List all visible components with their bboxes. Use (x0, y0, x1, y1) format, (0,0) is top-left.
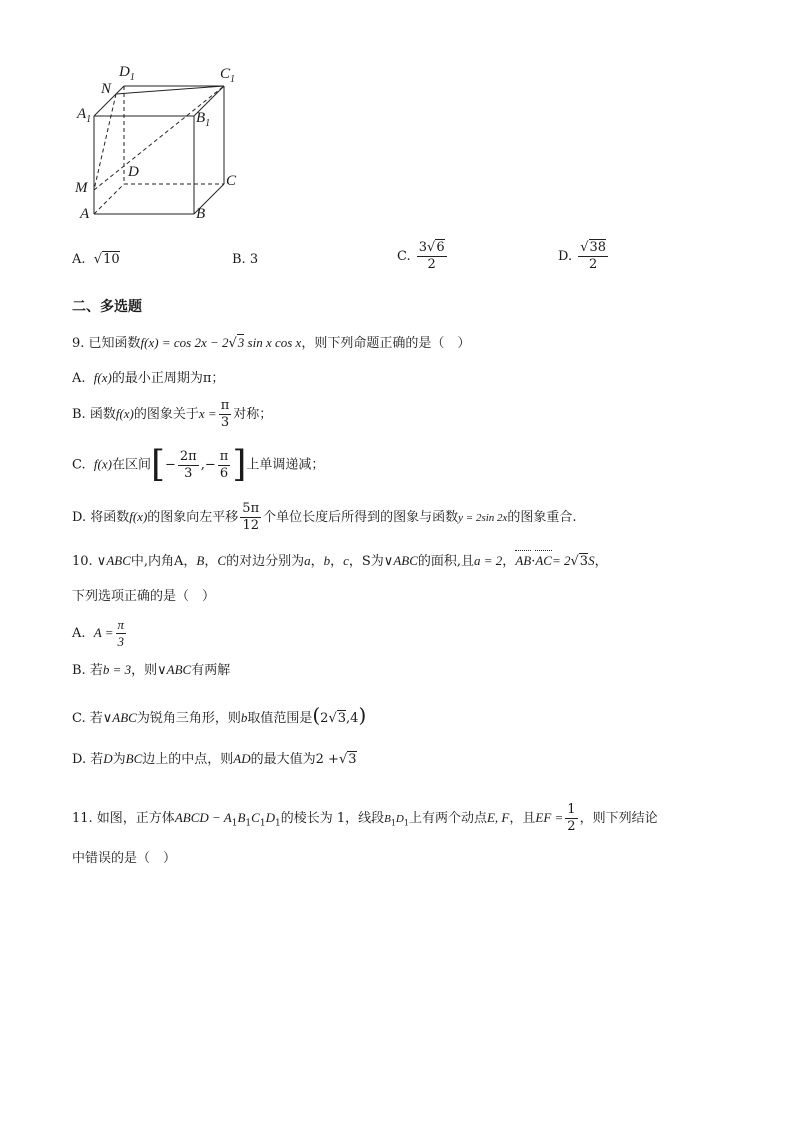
q9-option-d: D. 将函数f(x)的图象向左平移 $\frac{5\pi}{12}$ 个单位长度后所得到的图象与函数y = 2sin 2x的图象重合. (72, 501, 577, 533)
label-A: A (80, 206, 90, 222)
q10-option-c: C. 若∨ABC为锐角三角形，则b取值范围是(2√3,4) (72, 703, 367, 727)
label-N: N (101, 81, 112, 97)
q8-option-a: A. √10 (72, 252, 120, 267)
q8-option-b: B. 3 (232, 252, 259, 267)
label-D: D (128, 164, 139, 180)
label-C1: $C_1$ (220, 66, 236, 85)
section-title: 二、多选题 (72, 299, 142, 315)
q9-stem: 9. 已知函数f(x) = cos 2x − 2√3 sin x cos x，则下列命题正确的是（ ） (72, 335, 471, 351)
q10-stem-line1: 10. ∨ABC中,内角A，B，C的对边分别为a，b，c，S为∨ABC的面积,且a = 2，AB·AC= 2√3S， (72, 553, 608, 569)
cube-figure (70, 62, 260, 227)
q8-option-d: D. $\frac{√38}{2}$ (558, 240, 607, 272)
q10-option-a: A. A = $\frac{\pi}{3}$ (72, 617, 125, 649)
q9-option-a: A. f(x)的最小正周期为π； (72, 370, 225, 386)
label-A1: $A_1$ (77, 106, 92, 125)
q10-stem-line2: 下列选项正确的是（ ） (72, 589, 216, 604)
label-B: B (196, 206, 206, 222)
label-C: C (226, 173, 237, 189)
q9-option-b: B. 函数f(x)的图象关于x = $\frac{\pi}{3}$ 对称； (72, 398, 273, 430)
q11-stem-line2: 中错误的是（ ） (72, 851, 177, 866)
q8-option-c: C. $\frac{3√6}{2}$ (397, 240, 445, 272)
label-B1: $B_1$ (196, 110, 211, 129)
label-M: M (75, 180, 88, 196)
q10-option-d: D. 若D为BC边上的中点，则AD的最大值为2 +√3 (72, 751, 357, 767)
label-D1: $D_1$ (119, 64, 135, 83)
q10-option-b: B. 若b = 3，则∨ABC有两解 (72, 662, 231, 678)
q11-stem-line1: 11. 如图，正方体ABCD − $A_1B_1C_1D_1$的棱长为 1，线段$B_1D_1$上有两个动点E, F，且EF = $\frac{1}{2}$ ，则下列结论 (72, 802, 658, 834)
q9-option-c: C. f(x)在区间[− $\frac{2\pi}{3}$ ,− $\frac{\pi}{6}$ ]上单调递减； (72, 444, 325, 485)
